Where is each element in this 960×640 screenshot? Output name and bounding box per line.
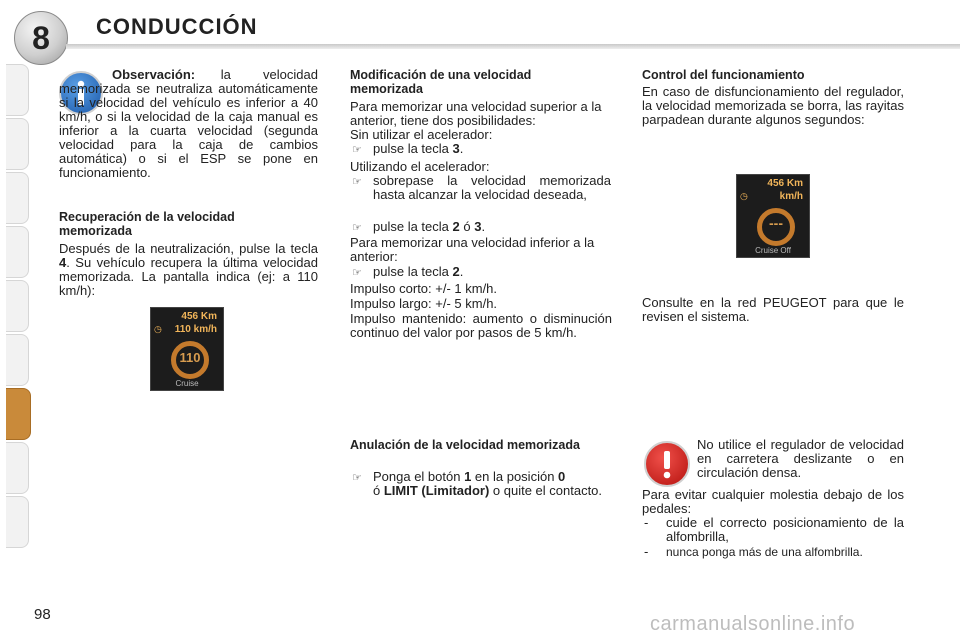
press-key-text: pulse la tecla (373, 264, 453, 279)
clock-icon: ◷ (154, 324, 162, 334)
long-press: Impulso largo: +/- 5 km/h. (350, 296, 498, 311)
display-speed: km/h (779, 191, 803, 202)
period: . (481, 219, 486, 234)
side-tab-6[interactable] (6, 334, 29, 386)
consult-network: Consulte en la red PEUGEOT para que le revisen el sistema. (642, 295, 904, 324)
observation-note (59, 68, 318, 180)
bullet-icon: ☞ (352, 222, 362, 234)
short-press: Impulso corto: +/- 1 km/h. (350, 281, 498, 296)
pedal-intro: Para evitar cualquier molestia debajo de los pedales: (642, 487, 904, 516)
warning-icon (644, 441, 690, 487)
period: . (459, 264, 464, 279)
period: . (459, 141, 464, 156)
side-tab-5[interactable] (6, 280, 29, 332)
control-heading: Control del funcionamiento (642, 68, 805, 82)
key-3: 3 (452, 141, 460, 156)
dash-bullet: - (644, 515, 649, 530)
page-title: CONDUCCIÓN (96, 14, 258, 39)
control-text: En caso de disfuncionamiento del regulador, la velocidad memorizada se borra, las rayitas parpadean durante algunos segundos: (642, 84, 904, 127)
recovery-text (59, 242, 318, 298)
recovery-heading: Recuperación de la velocidad memorizada (59, 210, 235, 238)
cruise-display-off (736, 174, 810, 258)
clock-icon: ◷ (740, 191, 748, 201)
side-tab-3[interactable] (6, 172, 29, 224)
key-2: 2 (452, 264, 460, 279)
chapter-number: 8 (32, 19, 50, 56)
display-mode-label: Cruise Off (755, 246, 791, 255)
display-center-value: 110 (179, 350, 201, 365)
display-odometer: 456 Km (181, 311, 217, 322)
cancel-post: o quite el contacto. (489, 483, 603, 498)
cancel-heading: Anulación de la velocidad memorizada (350, 438, 580, 452)
side-tab-1[interactable] (6, 64, 29, 116)
bullet-icon: ☞ (352, 176, 362, 188)
chapter-badge (14, 11, 68, 65)
press-key-3 (373, 142, 611, 156)
watermark: carmanualsonline.info (650, 613, 856, 635)
cancel-mid: en la posición (471, 469, 559, 484)
pedal-item-1: cuide el correcto posicionamiento de la alfombrilla, (666, 515, 904, 544)
press-key-text: pulse la tecla (373, 219, 453, 234)
modify-intro: Para memorizar una velocidad superior a la anterior, tiene dos posibilidades: (350, 99, 602, 128)
press-key-text: pulse la tecla (373, 141, 453, 156)
observation-label: Observación: (112, 67, 196, 82)
side-tab-10[interactable] (6, 496, 29, 548)
recovery-text-pre: Después de la neutralización, pulse la tecla (59, 241, 318, 256)
exceed-speed: sobrepase la velocidad memorizada hasta alcanzar la velocidad deseada, (373, 173, 611, 202)
limit-mode: LIMIT (Limitador) (383, 483, 490, 498)
bullet-icon: ☞ (352, 144, 362, 156)
press-key-2 (373, 265, 611, 279)
display-center-value: --- (769, 215, 783, 231)
bullet-icon: ☞ (352, 267, 362, 279)
side-tab-8-active[interactable] (6, 388, 31, 440)
modify-heading: Modificación de una velocidad memorizada (350, 68, 532, 96)
or-text: ó (459, 219, 475, 234)
side-tab-2[interactable] (6, 118, 29, 170)
cancel-or: ó (373, 483, 384, 498)
lower-speed-intro: Para memorizar una velocidad inferior a la anterior: (350, 235, 595, 264)
key-2: 2 (452, 219, 460, 234)
hold-press: Impulso mantenido: aumento o disminución continuo del valor por pasos de 5 km/h. (350, 311, 612, 340)
side-tab-strip (6, 64, 32, 574)
cancel-instruction (373, 470, 611, 498)
display-odometer: 456 Km (767, 178, 803, 189)
cancel-pre: Ponga el botón (373, 469, 465, 484)
recovery-text-post: . Su vehículo recupera la última velocidad memorizada. La pantalla indica (ej: a 110 km/h): (59, 255, 318, 298)
position-0: 0 (558, 469, 566, 484)
display-speed: 110 km/h (174, 324, 217, 335)
side-tab-4[interactable] (6, 226, 29, 278)
page-number: 98 (34, 606, 51, 623)
cruise-display-110 (150, 307, 224, 391)
bullet-icon: ☞ (352, 472, 362, 484)
side-tab-9[interactable] (6, 442, 29, 494)
without-accelerator: Sin utilizar el acelerador: (350, 127, 493, 142)
dash-bullet: - (644, 544, 649, 559)
press-key-2-or-3 (373, 220, 611, 234)
key-3: 3 (474, 219, 482, 234)
pedal-item-2: nunca ponga más de una alfombrilla. (666, 545, 863, 559)
button-1: 1 (464, 469, 472, 484)
display-mode-label: Cruise (175, 379, 199, 388)
header-rule (66, 44, 960, 49)
observation-text: la velocidad memorizada se neutraliza automáticamente si la velocidad del vehículo es inferior a 40 km/h, o si la velocidad de la caja manual es inferior a la cuarta velocidad (segunda velocidad para la caja de cambios automática) o si el ESP se pone en funcionamiento. (59, 67, 318, 180)
warning-text: No utilice el regulador de velocidad en carretera deslizante o en circulación densa. (697, 437, 904, 480)
with-accelerator: Utilizando el acelerador: (350, 159, 490, 174)
recovery-key: 4 (59, 255, 67, 270)
